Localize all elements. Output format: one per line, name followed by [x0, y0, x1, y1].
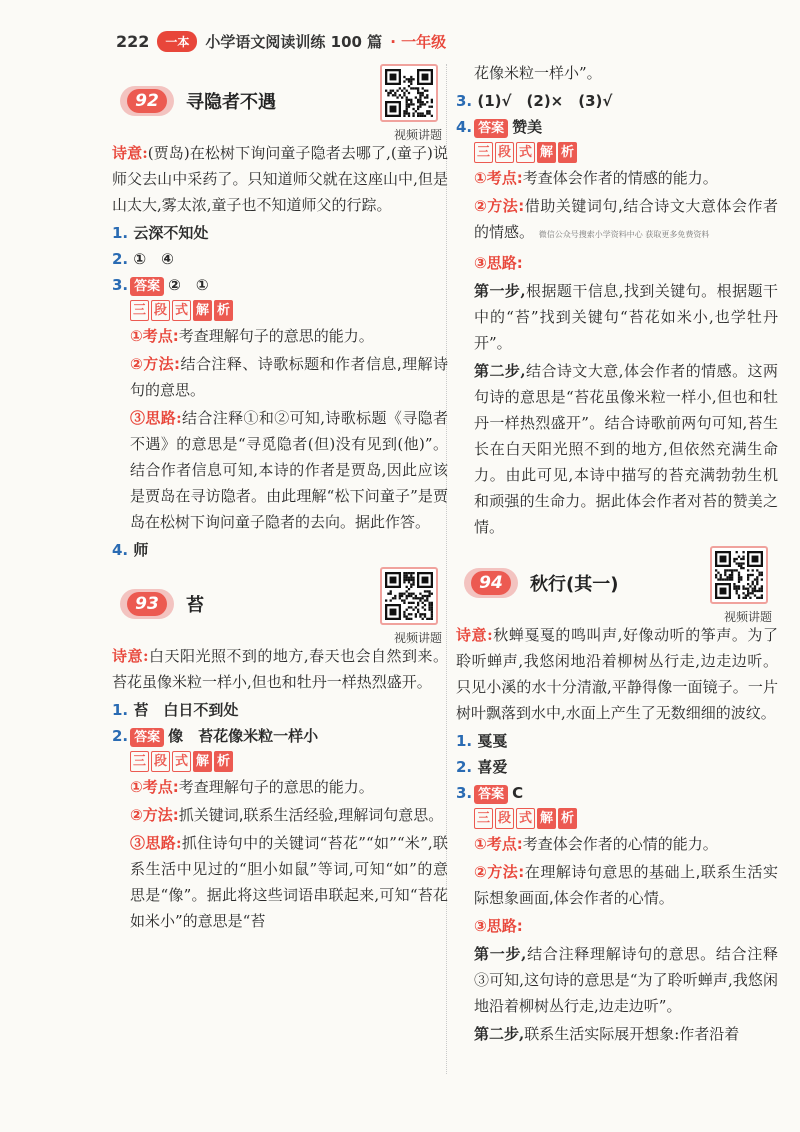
analysis-step-1: 第一步,结合注释理解诗句的意思。结合注释③可知,这句诗的意思是“为了聆听蝉声,我悠闲地沿着柳树丛行走,边走边听”。 [474, 945, 778, 1015]
section-number-badge: 92 [120, 86, 174, 116]
question-1: 1. 戛戛 [456, 732, 508, 750]
analysis-method: ②方法:在理解诗句意思的基础上,联系生活实际想象画面,体会作者的心情。 [474, 863, 778, 907]
qr-label: 视频讲题 [393, 631, 442, 645]
analysis-step-2: 第二步,结合诗文大意,体会作者的情感。这两句诗的意思是“苔花虽像米粒一样小,但也和牡丹一样热烈盛开”。结合诗歌前两句可知,苔生长在白天阳光照不到的地方,但依然充满生命力。由此可见,本诗中描写的苔充满勃勃生机和顽强的生命力。据此体会作者对苔的赞美之情。 [474, 362, 778, 536]
analysis-step-1: 第一步,根据题干信息,找到关键句。根据题干中的“苔”找到关键句“苔花如米小,也学牡丹开”。 [474, 282, 778, 352]
answer-tag: 答案 [130, 728, 164, 747]
section-94-header [456, 542, 778, 622]
three-step-analysis-tag: 三 段 式 解 析 [474, 808, 778, 829]
section-title: 秋行(其一) [530, 574, 619, 595]
page-header [116, 28, 446, 54]
qr-code-icon[interactable] [380, 64, 438, 122]
answer-tag: 答案 [474, 119, 508, 138]
question-4: 4. 师 [112, 541, 149, 559]
section-number-badge: 93 [120, 589, 174, 619]
analysis-reasoning: ③思路:结合注释①和②可知,诗歌标题《寻隐者不遇》的意思是“寻觅隐者(但)没有见到(他)”。结合作者信息可知,本诗的作者是贾岛,因此应该是贾岛在寻访隐者。由此理解“松下问童子”是贾岛在松树下询问童子隐者的去向。据此作答。 [130, 409, 448, 531]
poem-meaning: 诗意:白天阳光照不到的地方,春天也会自然到来。苔花虽像米粒一样小,但也和牡丹一样热烈盛开。 [112, 647, 448, 691]
analysis-point: ①考点:考查体会作者的心情的能力。 [474, 835, 718, 853]
question-2: 2. ① ④ [112, 250, 174, 268]
small-footnote: 微信公众号搜索小学资料中心 获取更多免费资料 [538, 230, 710, 239]
answer-tag: 答案 [130, 277, 164, 296]
right-column [456, 60, 778, 1049]
three-step-analysis-tag: 三 段 式 解 析 [474, 142, 778, 163]
analysis-point: ①考点:考查体会作者的情感的能力。 [474, 169, 718, 187]
three-step-analysis-tag: 三 段 式 解 析 [130, 300, 448, 321]
answer-tag: 答案 [474, 785, 508, 804]
grade-label: · 一年级 [390, 32, 447, 51]
analysis-method: ②方法:抓关键词,联系生活经验,理解词句意思。 [130, 806, 444, 824]
section-93-header [112, 563, 448, 643]
qr-code-icon[interactable] [380, 567, 438, 625]
analysis-reasoning-label: ③思路: [474, 254, 523, 272]
question-1: 1. 云深不知处 [112, 224, 209, 242]
brand-logo: 一本 [157, 31, 197, 52]
analysis-reasoning: ③思路:抓住诗句中的关键词“苔花”“如”“米”,联系生活中见过的“胆小如鼠”等词,可知“如”的意思是“像”。据此将这些词语串联起来,可知“苔花如米小”的意思是“苔 [130, 834, 448, 930]
question-3: 3. 答案 C [456, 784, 524, 802]
analysis-point: ①考点:考查理解句子的意思的能力。 [130, 778, 374, 796]
qr-label: 视频讲题 [723, 610, 772, 624]
page-number: 222 [116, 31, 150, 51]
three-step-analysis-tag: 三 段 式 解 析 [130, 751, 448, 772]
qr-code-icon[interactable] [710, 546, 768, 604]
section-title: 苔 [186, 595, 204, 616]
section-title: 寻隐者不遇 [186, 92, 276, 113]
analysis-step-2: 第二步,联系生活实际展开想象:作者沿着 [474, 1025, 740, 1043]
analysis-method: ②方法:借助关键词句,结合诗文大意体会作者的情感。 微信公众号搜索小学资料中心 获取更多免费资料 [474, 197, 778, 241]
section-number-badge: 94 [464, 568, 518, 598]
poem-meaning: 诗意:秋蝉戛戛的鸣叫声,好像动听的筝声。为了聆听蝉声,我悠闲地沿着柳树丛行走,边走边听。只见小溪的水十分清澈,平静得像一面镜子。一片树叶飘落到水中,水面上产生了无数细细的波纹。 [456, 626, 778, 722]
question-3: 3. (1)√ (2)× (3)√ [456, 92, 613, 110]
section-92-header [112, 60, 448, 140]
poem-meaning: 诗意:(贾岛)在松树下询问童子隐者去哪了,(童子)说师父去山中采药了。只知道师父就在这座山中,但是山太大,雾太浓,童子也不知道师父的行踪。 [112, 144, 448, 214]
analysis-point: ①考点:考查理解句子的意思的能力。 [130, 327, 374, 345]
book-title: 小学语文阅读训练 100 篇 [205, 32, 383, 51]
analysis-continuation: 花像米粒一样小”。 [474, 64, 602, 82]
question-2: 2. 喜爱 [456, 758, 508, 776]
question-2: 2. 答案 像 苔花像米粒一样小 [112, 727, 319, 745]
left-column [112, 60, 448, 936]
analysis-method: ②方法:结合注释、诗歌标题和作者信息,理解诗句的意思。 [130, 355, 448, 399]
qr-label: 视频讲题 [393, 128, 442, 142]
question-1: 1. 苔 白日不到处 [112, 701, 239, 719]
question-4: 4. 答案 赞美 [456, 118, 543, 136]
analysis-reasoning-label: ③思路: [474, 917, 523, 935]
question-3: 3. 答案 ② ① [112, 276, 209, 294]
